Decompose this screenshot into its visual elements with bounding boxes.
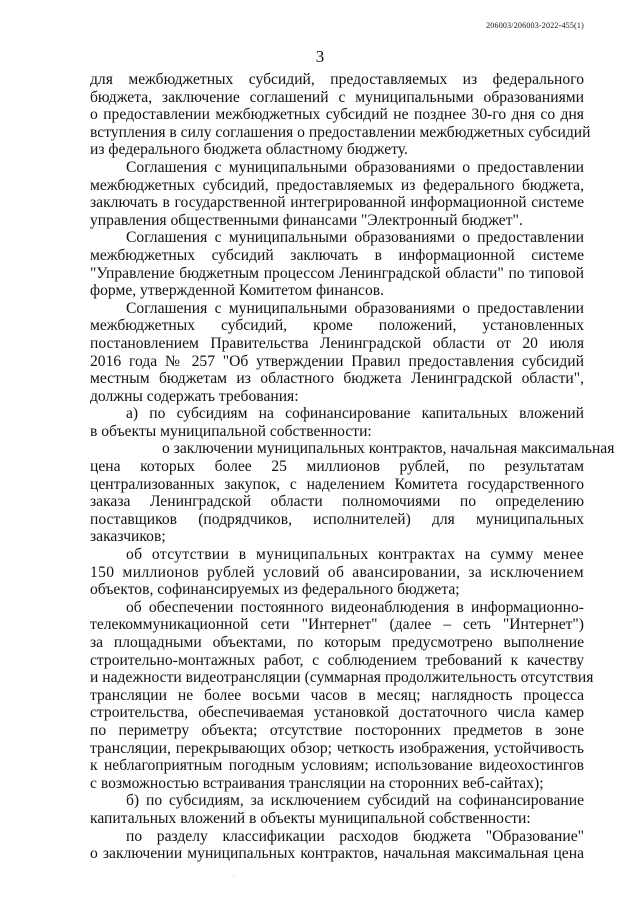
text-line: межбюджетных субсидий, предоставляемых из федерального бюджета, <box>90 176 584 194</box>
text-line: в объекты муниципальной собственности: <box>90 422 372 440</box>
text-line: "Управление бюджетным процессом Ленинградской области" по типовой <box>90 264 584 282</box>
text-line: заказчиков; <box>90 528 166 546</box>
text-line: 2016 года № 257 "Об утверждении Правил предоставления субсидий <box>90 352 584 370</box>
text-line: Соглашения с муниципальными образованиями о предоставлении <box>126 229 584 247</box>
text-line: постановлением Правительства Ленинградской области от 20 июля <box>90 334 584 352</box>
text-line: б) по субсидиям, за исключением субсидий на софинансирование <box>126 792 584 810</box>
text-line: строительно-монтажных работ, с соблюдением требований к качеству <box>90 651 584 669</box>
text-line: заказа Ленинградской области полномочиями по определению <box>90 493 584 511</box>
text-line: из федерального бюджета областному бюджету. <box>90 141 408 159</box>
text-line: об отсутствии в муниципальных контрактах на сумму менее <box>126 546 584 564</box>
text-line: с возможностью встраивания трансляции на сторонних веб-сайтах); <box>90 774 544 792</box>
text-line: капитальных вложений в объекты муниципальной собственности: <box>90 809 531 827</box>
text-line: а) по субсидиям на софинансирование капитальных вложений <box>126 405 584 423</box>
text-line: о заключении муниципальных контрактов, начальная максимальная цена <box>90 845 584 863</box>
text-line: Соглашения с муниципальными образованиями о предоставлении <box>126 158 584 176</box>
text-line: по разделу классификации расходов бюджета "Образование" <box>126 827 584 845</box>
text-line: заключать в государственной интегрированной информационной системе <box>90 194 584 212</box>
text-line: трансляции не более восьми часов в месяц; наглядность процесса <box>90 686 584 704</box>
page-number: 3 <box>315 47 325 66</box>
text-line: цена которых более 25 миллионов рублей, по результатам <box>90 458 584 476</box>
text-line: 150 миллионов рублей условий об авансировании, за исключением <box>90 563 584 581</box>
text-line: по периметру объекта; отсутствие посторонних предметов в зоне <box>90 721 584 739</box>
text-line: об обеспечении постоянного видеонаблюдения в информационно- <box>126 598 584 616</box>
text-line: строительства, обеспечиваемая установкой достаточного числа камер <box>90 704 584 722</box>
text-line: местным бюджетам из областного бюджета Ленинградской области", <box>90 370 584 388</box>
text-line: поставщиков (подрядчиков, исполнителей) для муниципальных <box>90 510 584 528</box>
text-line: и надежности видеотрансляции (суммарная продолжительность отсутствия <box>90 669 594 687</box>
scan-mark: · <box>233 873 236 881</box>
text-line: межбюджетных субсидий, кроме положений, установленных <box>90 317 584 335</box>
text-line: за площадными объектами, по которым предусмотрено выполнение <box>90 634 584 651</box>
document-id: 206003/206003-2022-455(1) <box>486 21 584 30</box>
text-line: управления общественными финансами "Электронный бюджет". <box>90 211 523 229</box>
text-line: вступления в силу соглашения о предоставлении межбюджетных субсидий <box>90 123 591 141</box>
text-line: бюджета, заключение соглашений с муниципальными образованиями <box>90 88 584 106</box>
text-line: о предоставлении межбюджетных субсидий не позднее 30-го дня со дня <box>90 106 584 124</box>
document-body <box>90 71 615 863</box>
text-line: объектов, софинансируемых из федерального бюджета; <box>90 581 460 599</box>
text-line: должны содержать требования: <box>90 387 299 405</box>
text-line: трансляции, перекрывающих обзор; четкость изображения, устойчивость <box>90 739 584 757</box>
text-line: форме, утвержденной Комитетом финансов. <box>90 282 384 300</box>
text-line: для межбюджетных субсидий, предоставляемых из федерального <box>90 71 584 88</box>
text-line: централизованных закупок, с наделением Комитета государственного <box>90 475 584 493</box>
text-line: к неблагоприятным погодным условиям; использование видеохостингов <box>90 757 584 775</box>
text-line: межбюджетных субсидий заключать в информационной системе <box>90 246 584 264</box>
text-line: телекоммуникационной сети "Интернет" (далее – сеть "Интернет") <box>90 616 584 634</box>
text-line: Соглашения с муниципальными образованиями о предоставлении <box>126 299 584 317</box>
text-line: о заключении муниципальных контрактов, начальная максимальная <box>162 440 615 458</box>
